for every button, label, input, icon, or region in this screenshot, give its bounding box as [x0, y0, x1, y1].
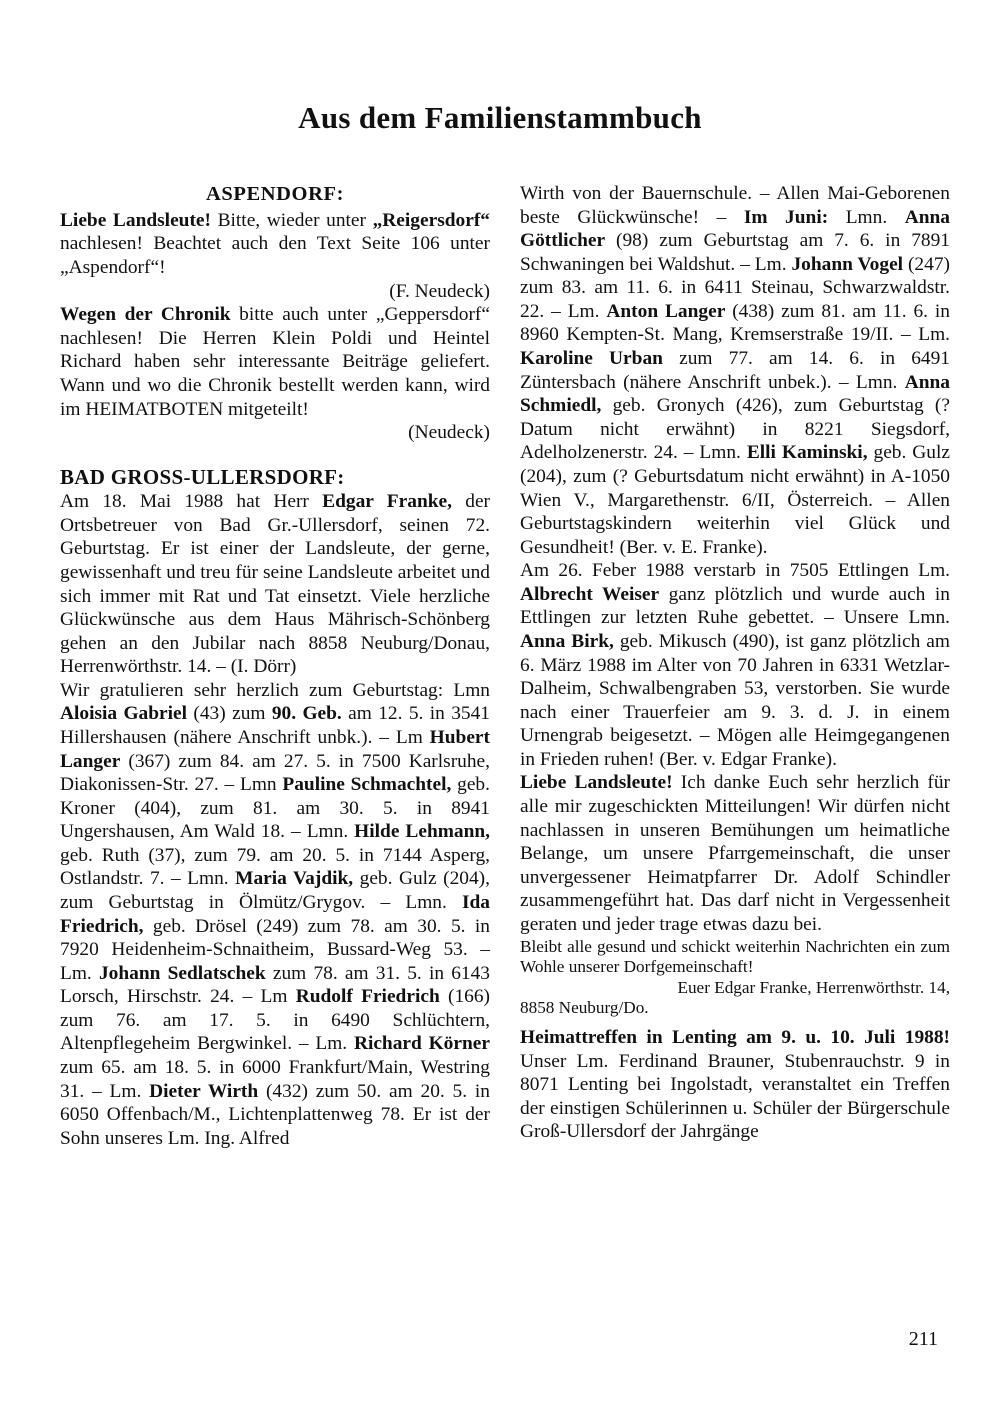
right-closing-note: Bleibt alle gesund und schickt weiterhin Nachrichten ein zum Wohle unserer Dorfgemeinschaft!: [520, 936, 950, 977]
pauline-schmachtel-bold: Pauline Schmachtel,: [282, 774, 452, 796]
r-cont-c: Lmn.: [828, 206, 905, 228]
rudolf-friedrich-bold: Rudolf Friedrich: [295, 986, 440, 1008]
r-cont-k: zum 77. am 14. 6. in 6491 Züntersbach (nähere Anschrift unbek.). – Lmn.: [520, 348, 950, 393]
u-p1-c: der Ortsbetreuer von Bad Gr.-Ullersdorf, seinen 72. Geburtstag. Er ist einer der Landsleute, der gerne, gewissenhaft und treu für seine Landsleute arbeitet und sich immer mit Rat und Tat einsetzt. Viele herzliche Glückwünsche aus dem Haus Mährisch-Schönberg gehen an den Jubilar nach 8858 Neuburg/Donau, Herrenwörthstr. 14. – (I. Dörr): [60, 491, 491, 678]
u-p2-o: geb. Drösel (249) zum 78. am 30. 5. in 7920 Heidenheim-Schnaitheim, Bussard-Weg 53. – Lm.: [60, 915, 490, 984]
liebe-landsleute-bold: Liebe Landsleute!: [520, 772, 673, 794]
anna-schmiedl-bold: Anna Schmiedl,: [520, 371, 950, 417]
geb-90-bold: 90. Geb.: [271, 703, 342, 725]
heimattreffen-bold: Heimattreffen in Lenting am 9. u. 10. Juli 1988!: [520, 1027, 950, 1049]
page-number: 211: [908, 1328, 938, 1350]
section-heading-aspendorf: ASPENDORF:: [205, 183, 345, 205]
aspendorf-paragraph-2: [60, 303, 490, 421]
karoline-urban-bold: Karoline Urban: [520, 348, 663, 370]
dieter-wirth-bold: Dieter Wirth: [149, 1080, 259, 1102]
u-p2-w: (432) zum 50. am 20. 5. in 6050 Offenbach/M., Lichtenplattenweg 78. Er ist der Sohn unseres Lm. Ing. Alfred: [60, 1080, 490, 1149]
page-title: Aus dem Familienstammbuch: [298, 100, 702, 135]
anna-goettlicher-bold: Anna Göttlicher: [520, 206, 950, 252]
r-cont-g: (247) zum 83. am 11. 6. in 6411 Steinau, Schwarzwaldstr. 22. – Lm.: [520, 253, 950, 322]
r-p5-b: Unser Lm. Ferdinand Brauner, Stubenrauchstr. 9 in 8071 Lenting bei Ingolstadt, veranstaltet ein Treffen der einstigen Schülerinnen u. Schüler der Bürgerschule Groß-Ullersdorf der Jahrgänge: [520, 1050, 950, 1143]
right-heimattreffen-paragraph: [520, 1026, 950, 1144]
section-heading-bad-gross-ullersdorf: BAD GROSS-ULLERSDORF:: [60, 464, 345, 489]
two-column-body: [60, 182, 950, 1150]
u-p2-k: geb. Ruth (37), zum 79. am 20. 5. in 7144 Asperg, Ostlandstr. 7. – Lmn.: [60, 844, 490, 890]
aloisia-gabriel-bold: Aloisia Gabriel: [60, 703, 188, 725]
reigersdorf-bold: „Reigersdorf“: [372, 209, 490, 231]
right-signature-block: [520, 978, 950, 1019]
richard-koerner-bold: Richard Körner: [353, 1033, 490, 1055]
r-p3-b: Ich danke Euch sehr herzlich für alle mir zugeschickten Mitteilungen! Wir dürfen nicht nachlassen in unseren Bemühungen um heimatliche Belange, um unsere Pfarrgemeinschaft, die unser unvergessener Heimatpfarrer Dr. Adolf Schindler zusammengeführt hat. Das darf nicht in Vergessenheit geraten und jeder trage etwas dazu bei.: [520, 772, 950, 935]
r-cont-o: geb. Gulz (204), zum (? Geburtsdatum nicht erwähnt) in A-1050 Wien V., Margarethenstr. 6/II, Österreich. – Allen Geburtstagskindern weiterhin viel Glück und Gesundheit! (Ber. v. E. Franke).: [520, 442, 950, 558]
u-p2-u: zum 65. am 18. 5. in 6000 Frankfurt/Main, Westring 31. – Lm.: [60, 1057, 490, 1102]
hubert-langer-bold: Hubert Langer: [60, 726, 490, 772]
aspendorf-p1-text-b: Bitte, wieder unter: [210, 209, 373, 231]
chronik-bold: Wegen der Chronik: [60, 304, 231, 326]
ullersdorf-paragraph-2: [60, 679, 490, 1151]
u-p1-a: Am 18. Mai 1988 hat Herr: [60, 491, 323, 513]
left-column: [60, 182, 490, 1150]
u-p2-s: (166) zum 76. am 17. 5. in 6490 Schlüchtern, Altenpflegeheim Bergwinkel. – Lm.: [60, 986, 490, 1055]
right-column: [520, 182, 950, 1150]
right-continuation-paragraph: [520, 182, 950, 559]
aspendorf-p1-text-d: nachlesen! Beachtet auch den Text Seite 106 unter „Aspendorf“!: [60, 233, 490, 279]
aspendorf-signature-1: (F. Neudeck): [389, 280, 490, 302]
hilde-lehmann-bold: Hilde Lehmann,: [354, 821, 491, 843]
salutation-bold: Liebe Landsleute!: [60, 209, 211, 231]
u-p2-c: (43) zum: [187, 703, 272, 725]
albrecht-weiser-bold: Albrecht Weiser: [520, 583, 660, 605]
signature-line-1: Euer Edgar Franke, Herrenwörthstr. 14,: [677, 977, 950, 997]
u-p2-e: am 12. 5. in 3541 Hillershausen (nähere Anschrift unbk.). – Lm: [60, 703, 490, 748]
r-p2-a: Am 26. Feber 1988 verstarb in 7505 Ettlingen Lm.: [520, 560, 950, 582]
im-juni-bold: Im Juni:: [743, 206, 829, 228]
r-cont-m: geb. Gronych (426), zum Geburtstag (? Datum nicht erwähnt) in 8221 Siegsdorf, Adelholzenerstr. 24. – Lmn.: [520, 395, 950, 464]
maria-vajdik-bold: Maria Vajdik,: [235, 868, 354, 890]
r-cont-a: Wirth von der Bauernschule. – Allen Mai-Geborenen beste Glückwünsche! –: [520, 183, 950, 228]
paragraph-spacer: [520, 1019, 950, 1026]
u-p2-a: Wir gratulieren sehr herzlich zum Geburtstag: Lmn: [60, 679, 490, 701]
right-obituary-paragraph: [520, 559, 950, 771]
aspendorf-paragraph-1: [60, 209, 490, 280]
u-p2-g: (367) zum 84. am 27. 5. in 7500 Karlsruhe, Diakonissen-Str. 27. – Lmn: [60, 750, 490, 796]
u-p2-q: zum 78. am 31. 5. in 6143 Lorsch, Hirschstr. 24. – Lm: [60, 962, 491, 1008]
u-p2-i: geb. Kroner (404), zum 81. am 30. 5. in 8941 Ungershausen, Am Wald 18. – Lmn.: [60, 774, 490, 843]
elli-kaminski-bold: Elli Kaminski,: [746, 442, 868, 464]
aspendorf-p2-text: bitte auch unter „Geppersdorf“ nachlesen! Die Herren Klein Poldi und Heintel Richard haben sehr interessante Beiträge geliefert. Wann und wo die Chronik bestellt werden kann, wird im HEIMATBOTEN mitgeteilt!: [60, 304, 490, 420]
edgar-franke-bold: Edgar Franke,: [322, 491, 452, 513]
anna-birk-bold: Anna Birk,: [520, 630, 614, 652]
johann-vogel-bold: Johann Vogel: [791, 253, 904, 275]
r-p2-c: ganz plötzlich und wurde auch in Ettlingen zur letzten Ruhe gebettet. – Unsere Lmn.: [520, 583, 950, 629]
r-cont-i: (438) zum 81. am 11. 6. in 8960 Kempten-St. Mang, Kremserstraße 19/II. – Lm.: [520, 300, 950, 346]
ullersdorf-paragraph-1: [60, 490, 490, 679]
aspendorf-signature-2: (Neudeck): [408, 422, 490, 444]
anton-langer-bold: Anton Langer: [606, 300, 726, 322]
ida-friedrich-bold: Ida Friedrich,: [60, 892, 490, 937]
r-p2-e: geb. Mikusch (490), ist ganz plötzlich am 6. März 1988 im Alter von 70 Jahren in 6331 Wetzlar-Dalheim, Schwalbengraben 53, verstorben. Sie wurde nach einer Trauerfeier am 9. 3. d. J. in einem Urnengrab beigesetzt. – Mögen alle Heimgegangenen in Frieden ruhen! (Ber. v. Edgar Franke).: [520, 630, 950, 770]
u-p2-m: geb. Gulz (204), zum Geburtstag in Ölmütz/Grygov. – Lmn.: [60, 868, 490, 914]
signature-line-2: 8858 Neuburg/Do.: [520, 998, 649, 1018]
right-thanks-paragraph: [520, 771, 950, 936]
johann-sedlatschek-bold: Johann Sedlatschek: [98, 962, 266, 984]
r-cont-e: (98) zum Geburtstag am 7. 6. in 7891 Schwaningen bei Waldshut. – Lm.: [520, 230, 950, 275]
